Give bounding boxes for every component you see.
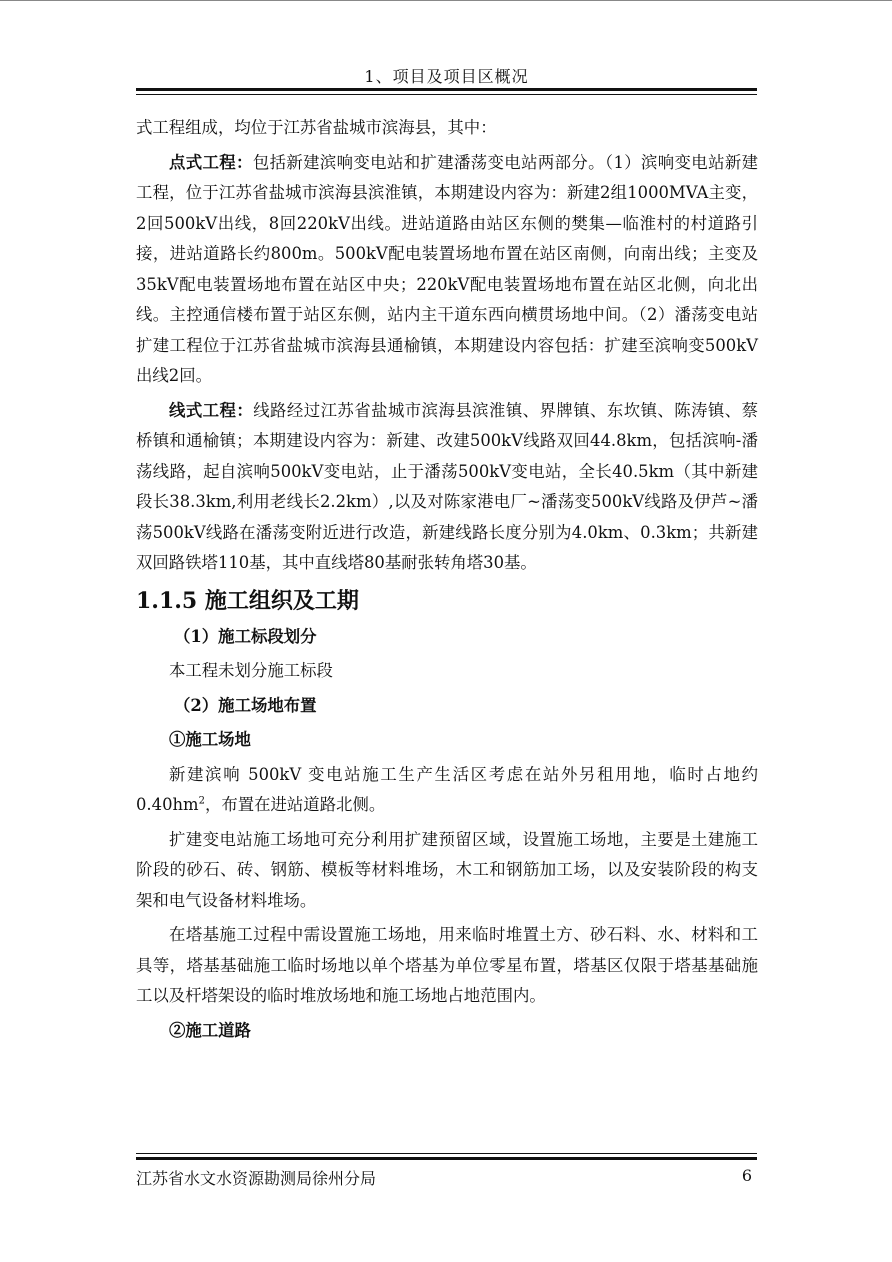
- site-paragraph-a: [136, 760, 758, 821]
- running-header-title: 1、项目及项目区概况: [364, 67, 529, 86]
- site-paragraph-c: 在塔基施工过程中需设置施工场地，用来临时堆置土方、砂石料、水、材料和工具等，塔基基础施工临时场地以单个塔基为单位零星布置，塔基区仅限于塔基基础施工以及杆塔架设的临时堆放场地和施工场地占地范围内。: [136, 925, 758, 1005]
- point-project-text: 包括新建滨响变电站和扩建潘荡变电站两部分。（1）滨响变电站新建工程，位于江苏省盐城市滨海县滨淮镇，本期建设内容为：新建2组1000MVA主变，2回500kV出线，8回220kV出线。进站道路由站区东侧的樊集—临淮村的村道路引接，进站道路长约800m。500kV配电装置场地布置在站区南侧，向南出线；主变及35kV配电装置场地布置在站区中央；220kV配电装置场地布置在站区北侧，向北出线。主控通信楼布置于站区东侧，站内主干道东西向横贯场地中间。（2）潘荡变电站扩建工程位于江苏省盐城市滨海县通榆镇，本期建设内容包括：扩建至滨响变500kV出线2回。: [136, 152, 758, 385]
- area-unit-superscript: 2: [198, 795, 205, 807]
- page-top-edge: [0, 0, 892, 1]
- site-paragraph-b: 扩建变电站施工场地可充分利用扩建预留区域，设置施工场地，主要是土建施工阶段的砂石、砖、钢筋、模板等材料堆场，木工和钢筋加工场，以及安装阶段的构支架和电气设备材料堆场。: [136, 829, 758, 910]
- footer-rule-thick: [136, 1157, 757, 1160]
- intro-paragraph: 式工程组成，均位于江苏省盐城市滨海县，其中：: [136, 118, 497, 137]
- header-rule-thin: [136, 94, 757, 95]
- line-project-text: 线路经过江苏省盐城市滨海县滨淮镇、界牌镇、东坎镇、陈涛镇、蔡桥镇和通榆镇；本期建设内容为：新建、改建500kV线路双回44.8km，包括滨响-潘荡线路，起自滨响500kV变电站，止于潘荡500kV变电站，全长40.5km（其中新建段长38.3km,利用老线长2.2km）,以及对陈家港电厂~潘荡变500kV线路及伊芦~潘荡500kV线路在潘荡变附近进行改造，新建线路长度分别为4.0km、0.3km；共新建双回路铁塔110基，其中直线塔80基耐张转角塔30基。: [136, 400, 759, 572]
- line-project-paragraph: [136, 396, 758, 579]
- subheading-site-layout: （2）施工场地布置: [174, 695, 317, 715]
- header-rule-thick: [136, 88, 757, 91]
- footer-page-number: 6: [741, 1166, 752, 1185]
- subheading-construction-road: ②施工道路: [169, 1020, 251, 1040]
- line-project-label: 线式工程：: [169, 400, 254, 420]
- footer-rule-thin: [136, 1153, 757, 1154]
- section-heading: 1.1.5 施工组织及工期: [136, 587, 359, 614]
- footer-organization: 江苏省水文水资源勘测局徐州分局: [136, 1169, 377, 1188]
- bid-sections-text: 本工程未划分施工标段: [169, 661, 333, 680]
- body-content: [136, 113, 758, 1046]
- site-paragraph-a-tail: ，布置在进站道路北侧。: [204, 795, 386, 814]
- site-paragraph-a-text: 新建滨响 500kV 变电站施工生产生活区考虑在站外另租用地，临时占地约0.40hm: [136, 764, 758, 814]
- subheading-bid-sections: （1）施工标段划分: [174, 626, 317, 646]
- subheading-construction-site: ①施工场地: [169, 730, 251, 749]
- point-project-label: 点式工程：: [169, 152, 253, 172]
- point-project-paragraph: [136, 148, 758, 392]
